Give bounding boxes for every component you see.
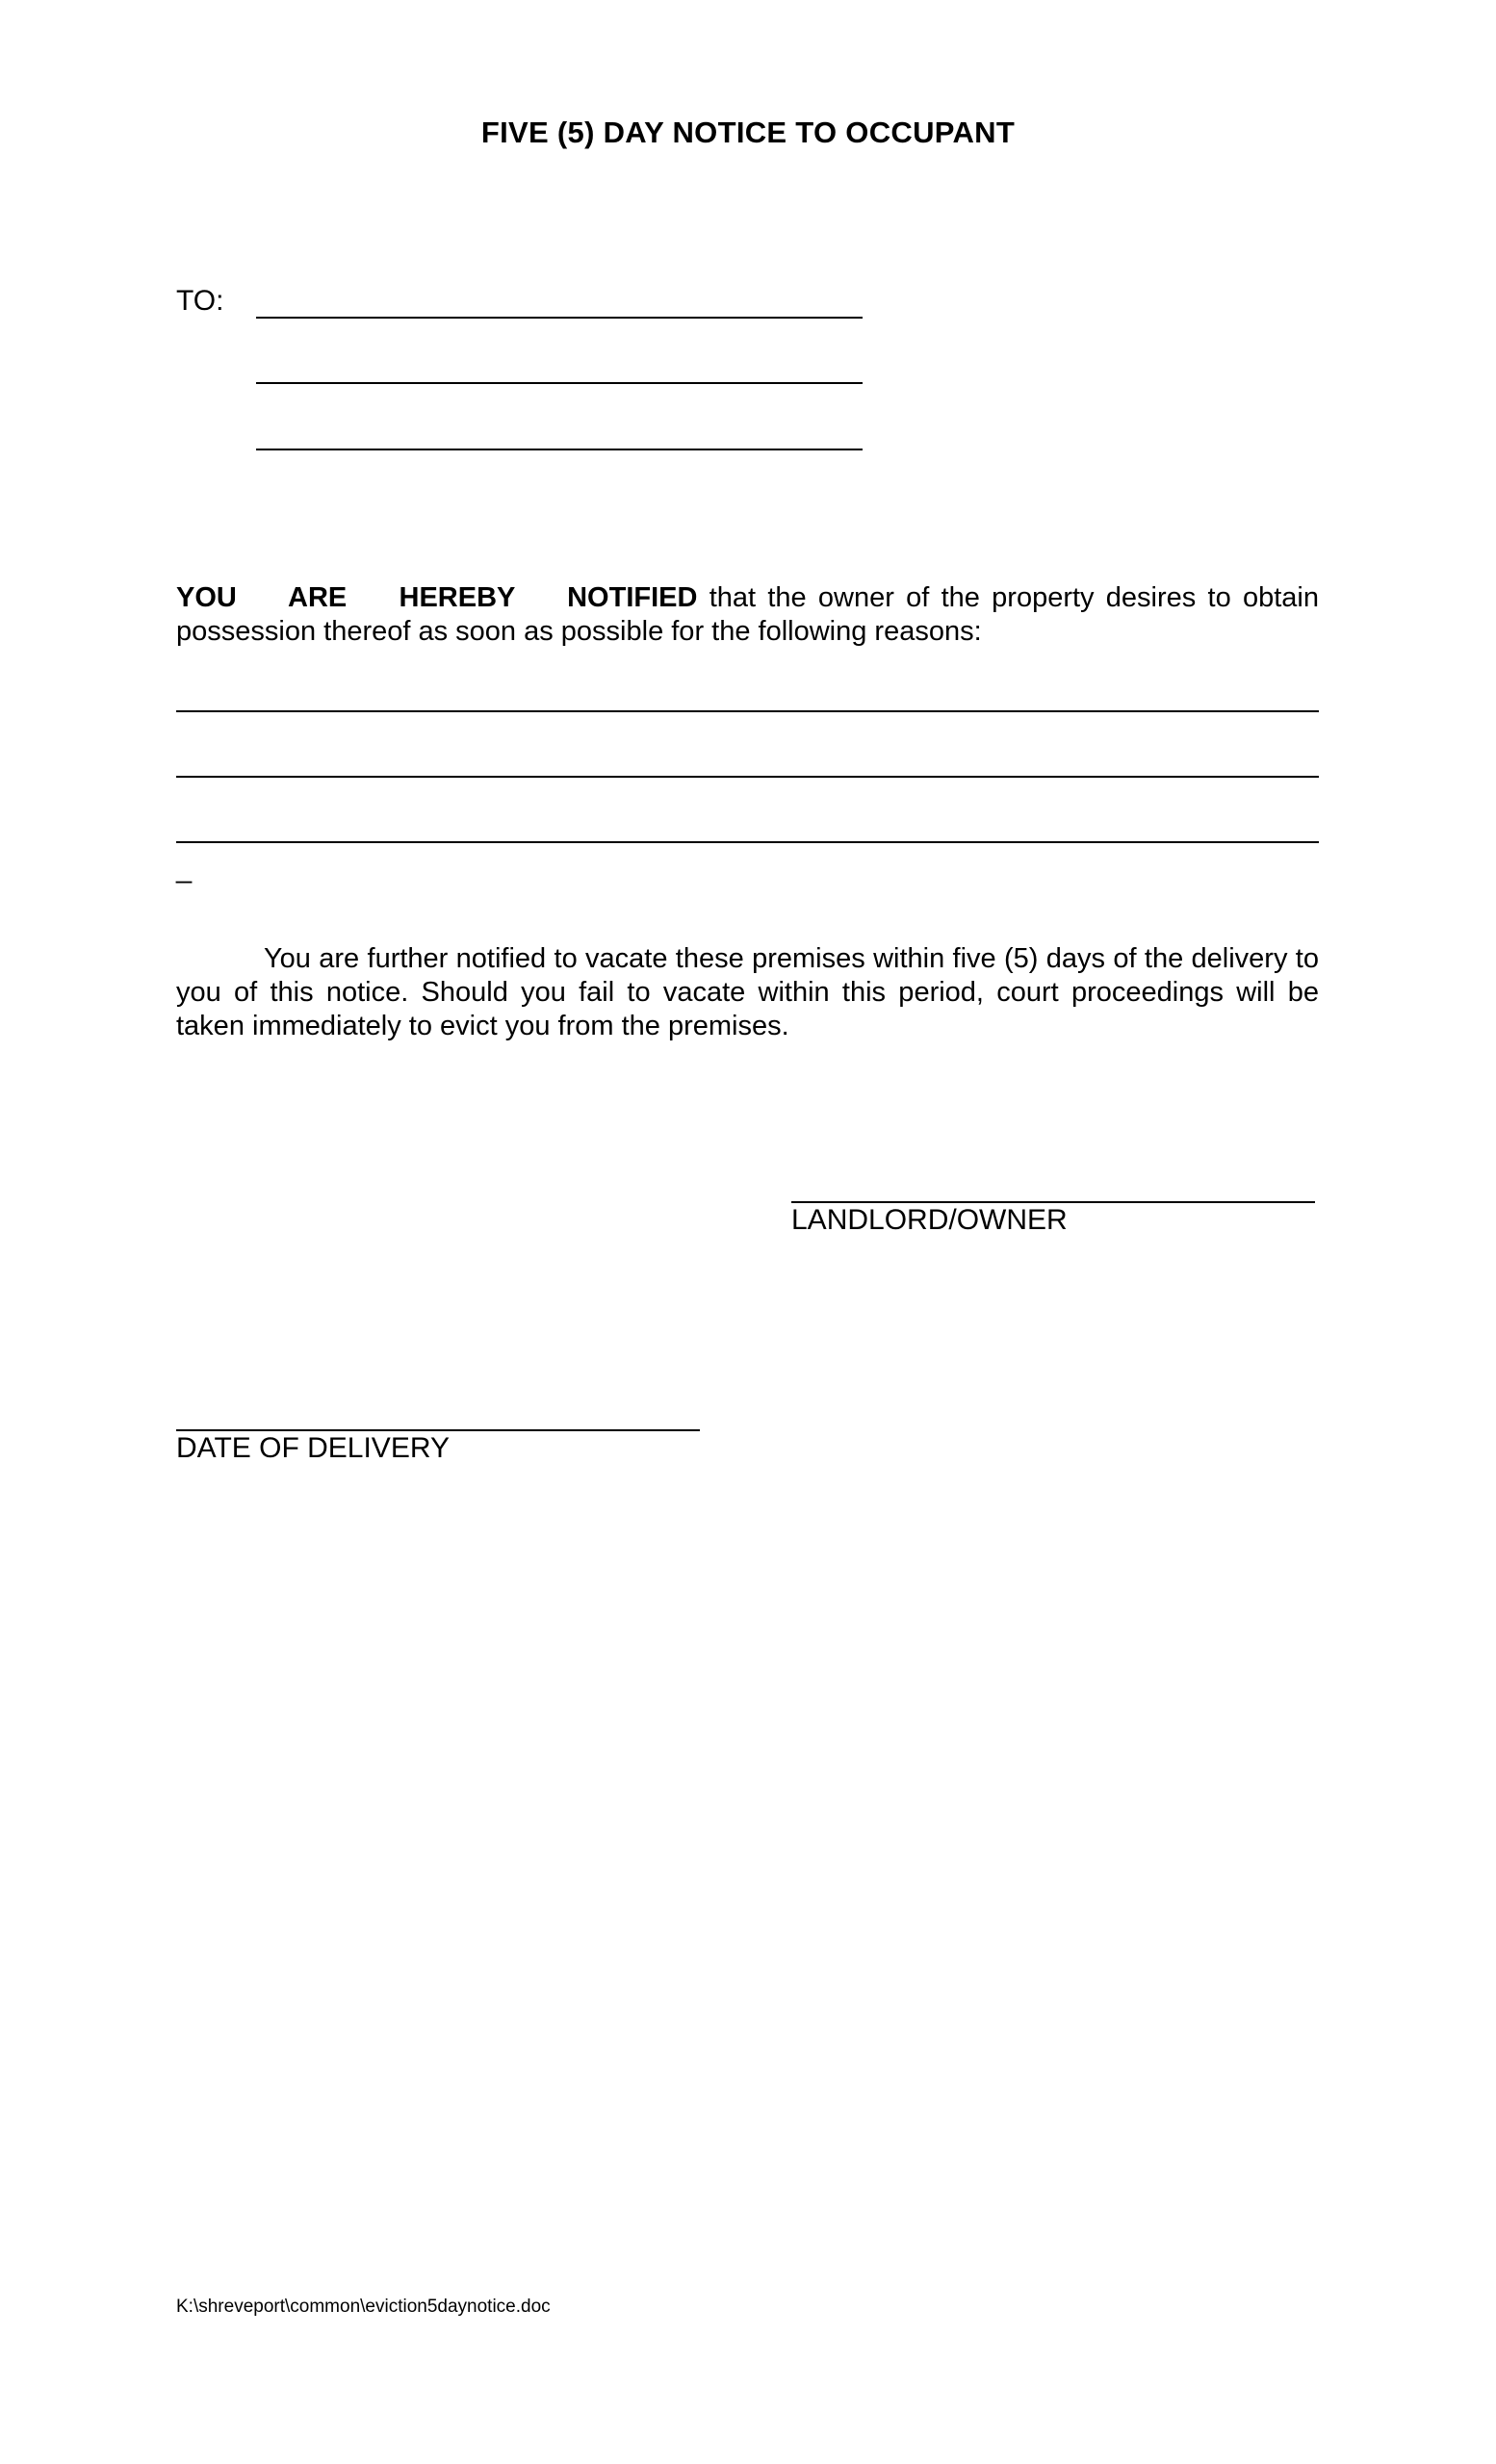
footer-file-path: K:\shreveport\common\eviction5daynotice.doc <box>176 2297 551 2317</box>
landlord-owner-label: LANDLORD/OWNER <box>791 1204 1068 1236</box>
further-paragraph <box>176 942 1319 1043</box>
to-address-line-3 <box>256 449 863 450</box>
signature-line <box>791 1201 1315 1203</box>
to-address-line-2 <box>256 382 863 384</box>
date-of-delivery-label: DATE OF DELIVERY <box>176 1432 450 1464</box>
document-title: FIVE (5) DAY NOTICE TO OCCUPANT <box>480 116 1016 149</box>
stray-underscore: _ <box>176 854 193 885</box>
notified-paragraph <box>176 581 1319 649</box>
further-text: You are further notified to vacate these premises within five (5) days of the delivery to you of this notice. Should you fail to vacate within this period, court proceedings will be taken immediately to evict you from the premises. <box>176 943 1319 1041</box>
reason-line-3 <box>176 841 1319 843</box>
reason-line-2 <box>176 776 1319 778</box>
reason-line-1 <box>176 710 1319 712</box>
to-address-line-1 <box>256 317 863 319</box>
notified-text: that the owner of the property desires to obtain possession thereof as soon as possible for the following reasons: <box>176 582 1319 647</box>
date-line <box>176 1429 700 1431</box>
notified-lead: YOU ARE HEREBY NOTIFIED <box>176 582 698 613</box>
to-label: TO: <box>176 285 224 317</box>
